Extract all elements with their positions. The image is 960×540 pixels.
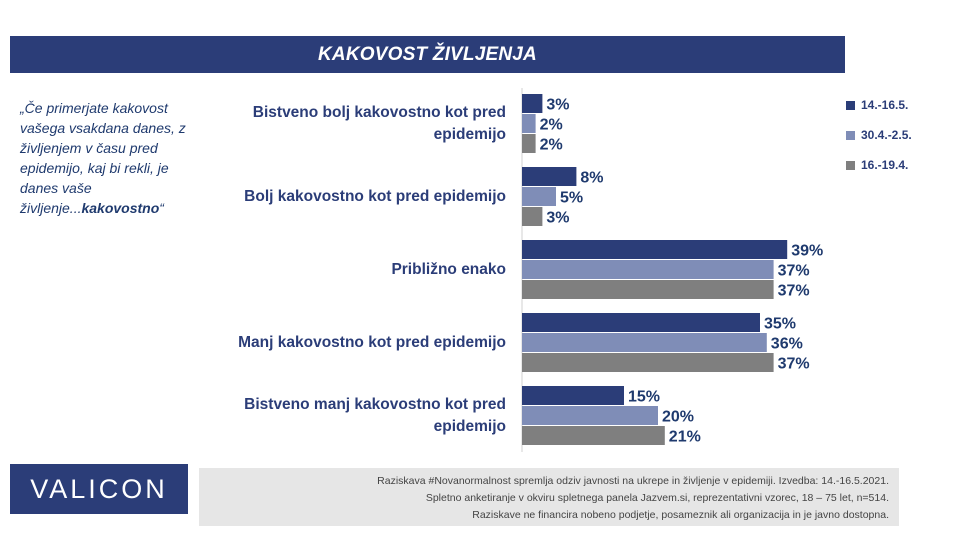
data-label: 20%	[662, 408, 695, 426]
bar	[522, 260, 774, 279]
footnote-line-3: Raziskave ne financira nobeno podjetje, posameznik ali organizacija in je javno dostopna.	[472, 509, 889, 521]
data-label: 3%	[546, 96, 570, 114]
bar	[522, 134, 536, 153]
bar	[522, 280, 774, 299]
bar	[522, 386, 624, 405]
data-label: 5%	[560, 189, 584, 207]
footnote-line-1: Raziskava #Novanormalnost spremlja odziv javnosti na ukrepe in življenje v epidemiji. Izvedba: 14.-16.5.2021.	[377, 475, 889, 487]
data-label: 3%	[546, 209, 570, 227]
valicon-logo: VALICON	[10, 464, 188, 514]
footnote-line-2: Spletno anketiranje v okviru spletnega panela Jazvem.si, reprezentativni vzorec, 18 – 75 let, n=514.	[425, 492, 889, 504]
bar	[522, 114, 536, 133]
footnote	[199, 468, 899, 526]
legend-label-2: 30.4.-2.5.	[861, 128, 912, 142]
legend-swatch-1	[846, 101, 855, 110]
data-label: 35%	[764, 315, 797, 333]
bar	[522, 240, 787, 259]
category-label: Bistveno manj kakovostno kot pred epidemijo	[244, 395, 506, 435]
bar	[522, 207, 542, 226]
data-label: 8%	[580, 169, 604, 187]
question-prefix: „Če primerjate kakovost vašega vsakdana danes, z življenjem v času pred epidemijo, kaj bi rekli, je danes vaše življenje...	[20, 100, 186, 216]
legend-swatch-3	[846, 161, 855, 170]
data-label: 37%	[777, 355, 810, 373]
data-label: 2%	[539, 136, 563, 154]
bar	[522, 426, 665, 445]
bar	[522, 167, 576, 186]
category-label: Manj kakovostno kot pred epidemijo	[238, 333, 506, 351]
data-label: 36%	[770, 335, 803, 353]
category-label: Približno enako	[391, 260, 506, 278]
bar	[522, 333, 767, 352]
bar	[522, 353, 774, 372]
data-label: 37%	[777, 262, 810, 280]
question-bold: kakovostno	[81, 200, 160, 216]
legend-item	[846, 157, 912, 173]
legend-swatch-2	[846, 131, 855, 140]
question-suffix: “	[159, 200, 164, 216]
data-label: 39%	[791, 242, 824, 260]
legend	[846, 97, 912, 187]
legend-item	[846, 127, 912, 143]
bar	[522, 406, 658, 425]
legend-label-3: 16.-19.4.	[861, 158, 909, 172]
bar	[522, 313, 760, 332]
data-label: 21%	[668, 428, 701, 446]
data-label: 2%	[539, 116, 563, 134]
legend-label-1: 14.-16.5.	[861, 98, 909, 112]
category-label: Bolj kakovostno kot pred epidemijo	[244, 187, 506, 205]
category-label: Bistveno bolj kakovostno kot pred epidemijo	[252, 103, 506, 143]
legend-item	[846, 97, 912, 113]
data-label: 37%	[777, 282, 810, 300]
bar	[522, 94, 542, 113]
bar	[522, 187, 556, 206]
page-title: KAKOVOST ŽIVLJENJA	[318, 43, 537, 65]
data-label: 15%	[628, 388, 661, 406]
